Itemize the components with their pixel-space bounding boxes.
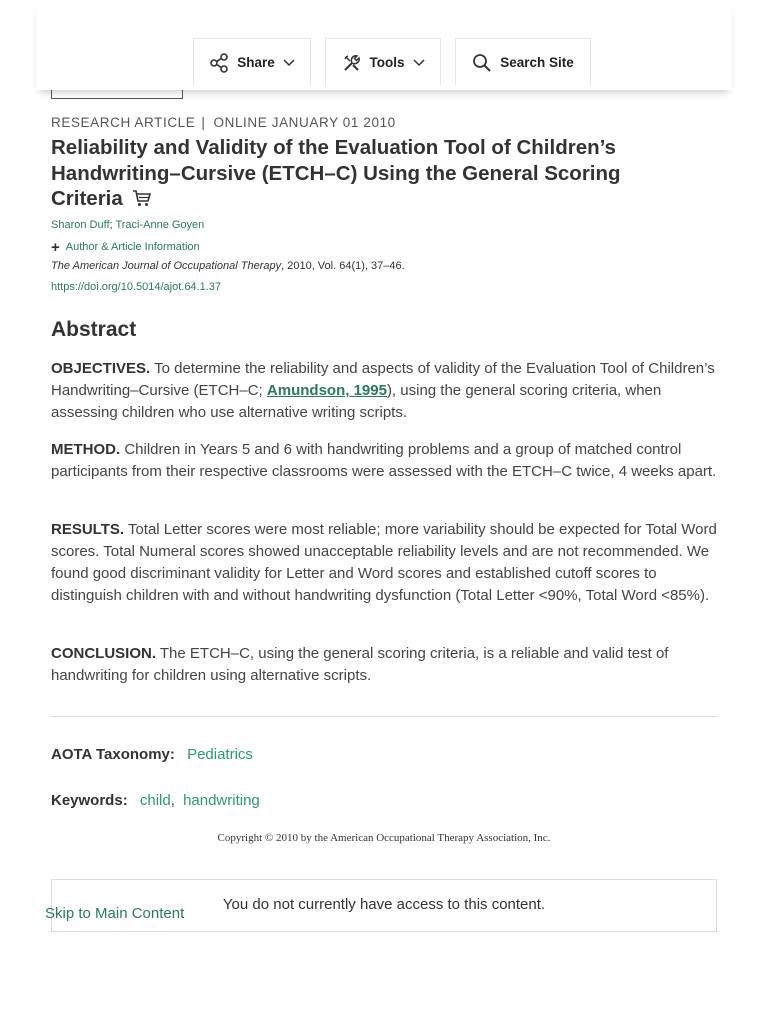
section-label: METHOD.	[51, 441, 121, 458]
author-link[interactable]: Traci-Anne Goyen	[115, 219, 205, 231]
abstract-heading: Abstract	[51, 318, 137, 341]
author-article-info-toggle[interactable]	[51, 238, 200, 256]
meta-separator: |	[201, 115, 206, 130]
objectives-text: To determine the reliability and aspects of validity of the Evaluation Tool of Children’s Handwriting–Cursive (ETCH–C;	[51, 360, 715, 399]
keywords-label: Keywords:	[51, 792, 128, 809]
conclusion-text: The ETCH–C, using the general scoring criteria, is a reliable and valid test of handwriting for children using alternative scripts.	[51, 645, 669, 684]
wrench-icon	[342, 53, 362, 73]
journal-name: The American Journal of Occupational Therapy	[51, 260, 282, 272]
article-toolbar	[36, 0, 732, 90]
keyword-separator: ,	[170, 792, 175, 809]
section-divider	[51, 716, 717, 717]
author-link[interactable]: Sharon Duff	[51, 219, 110, 231]
doi-link[interactable]: https://doi.org/10.5014/ajot.64.1.37	[51, 281, 222, 293]
plus-icon: +	[51, 238, 60, 256]
search-site-label: Search Site	[500, 55, 574, 70]
share-button[interactable]	[193, 38, 311, 86]
reference-link[interactable]: Amundson, 1995	[266, 382, 387, 399]
section-label: CONCLUSION.	[51, 645, 156, 662]
article-title-text: Reliability and Validity of the Evaluation Tool of Children’s Handwriting–Cursive (ETCH–C) Using the General Scoring Criteria	[51, 136, 621, 210]
taxonomy-label: AOTA Taxonomy:	[51, 746, 175, 763]
section-label: RESULTS.	[51, 521, 125, 538]
method-text: Children in Years 5 and 6 with handwriting problems and a group of matched control participants from their respective classrooms were assessed with the ETCH–C twice, 4 weeks apart.	[51, 441, 717, 480]
online-date: ONLINE JANUARY 01 2010	[213, 115, 396, 130]
abstract-conclusion	[51, 643, 719, 687]
shopping-cart-icon[interactable]	[132, 189, 152, 207]
results-text: Total Letter scores were most reliable; more variability should be expected for Total Word scores. Total Numeral scores showed unacceptable reliability levels and are not recommended. We found good discriminant validity for Letter and Word scores and established cutoff scores to distinguish children with and without handwriting dysfunction (Total Letter <90%, Total Word <85%).	[51, 521, 717, 604]
citation	[51, 260, 405, 272]
article-type: RESEARCH ARTICLE	[51, 115, 196, 130]
aota-taxonomy	[51, 746, 253, 763]
keyword-link[interactable]: handwriting	[183, 792, 260, 809]
access-message: You do not currently have access to this content.	[222, 896, 546, 913]
tools-button[interactable]	[325, 38, 441, 86]
author-info-label: Author & Article Information	[65, 241, 200, 253]
chevron-down-icon	[413, 59, 425, 67]
chevron-down-icon	[283, 59, 295, 67]
skip-to-main-link[interactable]: Skip to Main Content	[45, 905, 185, 922]
objectives-text-after: ), using the general scoring criteria, when assessing children who use alternative writing scripts.	[51, 382, 662, 421]
search-icon	[472, 53, 492, 73]
citation-details: , 2010, Vol. 64(1), 37–46.	[281, 260, 405, 272]
keyword-link[interactable]: child	[139, 792, 171, 809]
author-separator: ;	[109, 219, 113, 231]
share-label: Share	[237, 55, 275, 70]
section-label: OBJECTIVES.	[51, 360, 151, 377]
abstract-results	[51, 519, 719, 607]
article-meta	[51, 115, 396, 130]
abstract-method	[51, 439, 719, 483]
article-title	[51, 135, 691, 212]
taxonomy-link[interactable]: Pediatrics	[187, 746, 253, 763]
search-site-button[interactable]	[455, 38, 591, 86]
copyright-notice: Copyright © 2010 by the American Occupational Therapy Association, Inc.	[217, 832, 551, 844]
abstract-objectives	[51, 358, 719, 424]
keywords	[51, 792, 260, 809]
tools-label: Tools	[369, 55, 405, 70]
share-icon	[209, 53, 229, 73]
author-list	[51, 219, 204, 231]
